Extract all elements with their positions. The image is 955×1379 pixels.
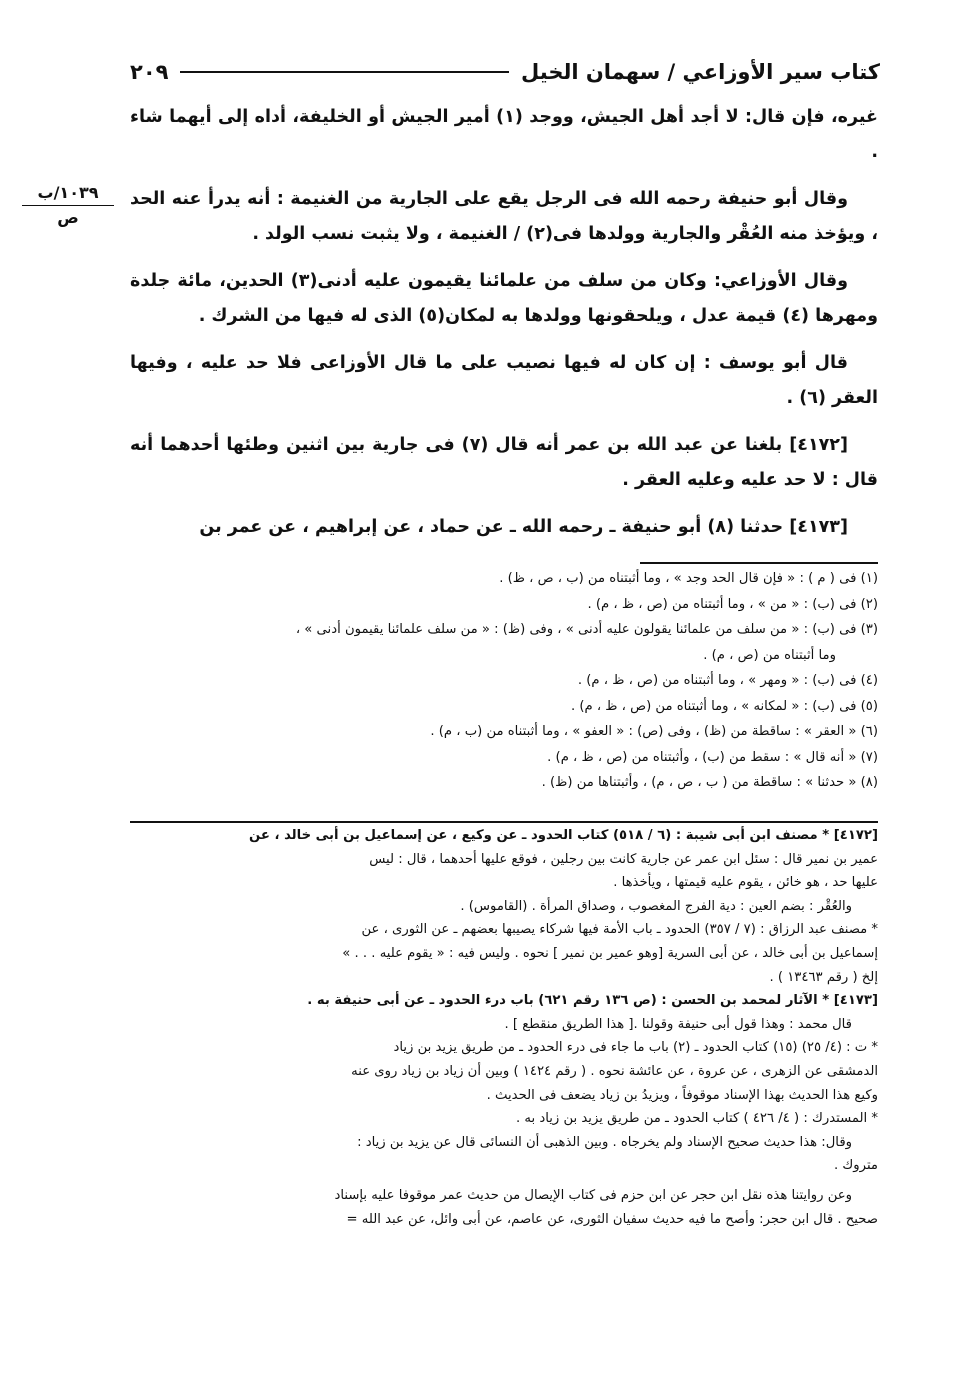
main-paragraph: غيره، فإن قال: لا أجد أهل الجيش، ووجد (١) أمير الجيش أو الخليفة، أداه إلى أيهما شاء . — [130, 107, 878, 162]
commentary-line: صحيح . قال ابن حجر: وأصح ما فيه حديث سفيان الثورى، عن عاصم، عن أبى وائل، عن عبد الله = — [346, 1211, 878, 1227]
manuscript-symbol: ص — [57, 208, 79, 227]
commentary-line: وعن روايتنا هذه نقل ابن حجر عن ابن حزم فى كتاب الإيصال من حديث عمر موقوفا عليه بإسناد — [334, 1187, 852, 1203]
footnote: (٨) « حدثنا » : ساقطة من ( ب ، ص ، م) ، وأثبتناها من (ظ) . — [541, 775, 878, 790]
commentary-line: وكيع هذا الحديث بهذا الإسناد موقوفاً ، ويزيدُ بن زياد يضعف فى الحديث . — [486, 1087, 878, 1103]
main-text — [130, 100, 878, 557]
commentary-line: الدمشقى عن الزهرى ، عن عروة ، عن عائشة نحوه . ( رقم ١٤٢٤ ) وبين أن زياد بن زياد روى عنه — [351, 1063, 878, 1079]
footnote: (٦) « العقر » : ساقطة من (ظ) ، وفى (ص) : « العفو » ، وما أثبتناه من (ب ، م) . — [430, 724, 878, 739]
footnote-continuation: وما أثبتناه من (ص ، م) . — [703, 647, 836, 663]
commentary-line: متروك . — [834, 1158, 878, 1174]
commentary-line: قال محمد : وهذا قول أبى حنيفة وقولنا .[ هذا الطريق منقطع ] . — [504, 1016, 852, 1032]
running-title: كتاب سير الأوزاعي / سهمان الخيل — [521, 60, 880, 84]
commentary-line: إسماعيل بن أبى خالد ، عن أبى السرية [وهو عمير بن نمير ] نحوه . وليس فيه : « يقوم عليه . . . » — [342, 945, 878, 961]
footnote: (٢) فى (ب) : « من » ، وما أثبتناه من (ص ، ظ ، م) . — [587, 596, 878, 612]
main-paragraph: [٤١٧٢] بلغنا عن عبد الله بن عمر أنه قال (٧) فى جارية بين اثنين وطئها أحدهما أنه قال : لا حد عليه وعليه العقر . — [130, 435, 878, 490]
commentary-line: * مصنف عبد الرزاق : (٧ / ٣٥٧) الحدود ـ باب الأمة فيها شركاء يصيبها بعضهم ـ عن الثورى ، عن — [361, 922, 878, 938]
commentary-line: * المستدرك : ( ٤/ ٤٢٦ ) كتاب الحدود ـ من طريق يزيد بن زياد به . — [516, 1111, 878, 1127]
commentary-line: * ت : (٤/ ٢٥) (١٥) كتاب الحدود ـ (٢) باب ما جاء فى درء الحدود ـ من طريق يزيد بن زياد — [393, 1040, 878, 1056]
footnote: (٤) فى (ب) : « ومهر » ، وما أثبتناه من (ص ، ظ ، م) . — [577, 673, 878, 688]
header-rule — [180, 71, 509, 73]
commentary-line: [٤١٧٢] * مصنف ابن أبى شيبة : (٦ / ٥١٨) كتاب الحدود ـ عن وكيع ، عن إسماعيل بن أبى خالد ، عن — [249, 828, 878, 843]
footnote: (٣) فى (ب) : « من سلف من علمائنا يقولون عليه أدنى » ، وفى (ظ) : « من سلف علمائنا يقيمون أدنى » ، — [295, 622, 878, 637]
manuscript-folio-ref: ١٠٣٩/ب — [22, 183, 114, 206]
commentary-line: وقال: هذا حديث صحيح الإسناد ولم يخرجاه . وبين الذهبى أن النسائى قال عن يزيد بن زياد : — [357, 1134, 852, 1150]
commentary-line: عمير بن نمير قال : سئل ابن عمر عن جارية كانت بين رجلين ، فوقع عليها أحدهما ، قال : ليس — [369, 851, 878, 867]
margin-note — [22, 183, 114, 228]
commentary-line: إلخ ( رقم ١٣٤٦٣ ) . — [769, 969, 878, 985]
commentary-divider — [130, 821, 878, 823]
page-header — [130, 52, 880, 92]
main-paragraph: قال أبو يوسف : إن كان له فيها نصيب على ما قال الأوزاعى فلا حد عليه ، وفيها العقر (٦) . — [130, 353, 878, 408]
footnote: (٧) « أنه قال » : سقط من (ب) ، وأثبتناه من (ص ، ظ ، م) . — [547, 749, 878, 765]
footnotes — [130, 566, 878, 796]
footnote: (١) فى ( م ) : « فإن قال الحد وجد » ، وما أثبتناه من (ب ، ص ، ظ) . — [499, 571, 878, 586]
main-paragraph: [٤١٧٣] حدثنا (٨) أبو حنيفة ـ رحمه الله ـ عن حماد ، عن إبراهيم ، عن عمر بن — [199, 517, 848, 537]
footnote: (٥) فى (ب) : « لمكانه » ، وما أثبتناه من (ص ، ظ ، م) . — [570, 698, 878, 714]
page-number: ٢٠٩ — [130, 60, 169, 84]
footnote-divider — [640, 562, 878, 564]
commentary-line: [٤١٧٣] * الآثار لمحمد بن الحسن : (ص ١٣٦ رقم ٦٢١) باب درء الحدود ـ عن أبى حنيفة به . — [307, 993, 878, 1009]
commentary-line: عليها حد ، هو خائن ، يقوم عليه قيمتها ، ويأخذها . — [613, 875, 878, 891]
main-paragraph: وقال الأوزاعي: وكان من سلف من علمائنا يقيمون عليه أدنى(٣) الحدين، مائة جلدة ومهرها (٤) قيمة عدل ، ويلحقونها وولدها به لمكان(٥) الذى له فيها من الشرك . — [130, 271, 878, 326]
commentary — [130, 824, 878, 1231]
commentary-line: والعُقْر : بضم العين : دية الفرج المغصوب ، وصداق المرأة . (القاموس) . — [460, 898, 852, 914]
main-paragraph: وقال أبو حنيفة رحمه الله فى الرجل يقع على الجارية من الغنيمة : أنه يدرأ عنه الحد ، ويؤخذ منه العُقْر والجارية وولدها فى(٢) / الغنيمة ، ولا يثبت نسب الولد . — [130, 189, 878, 244]
